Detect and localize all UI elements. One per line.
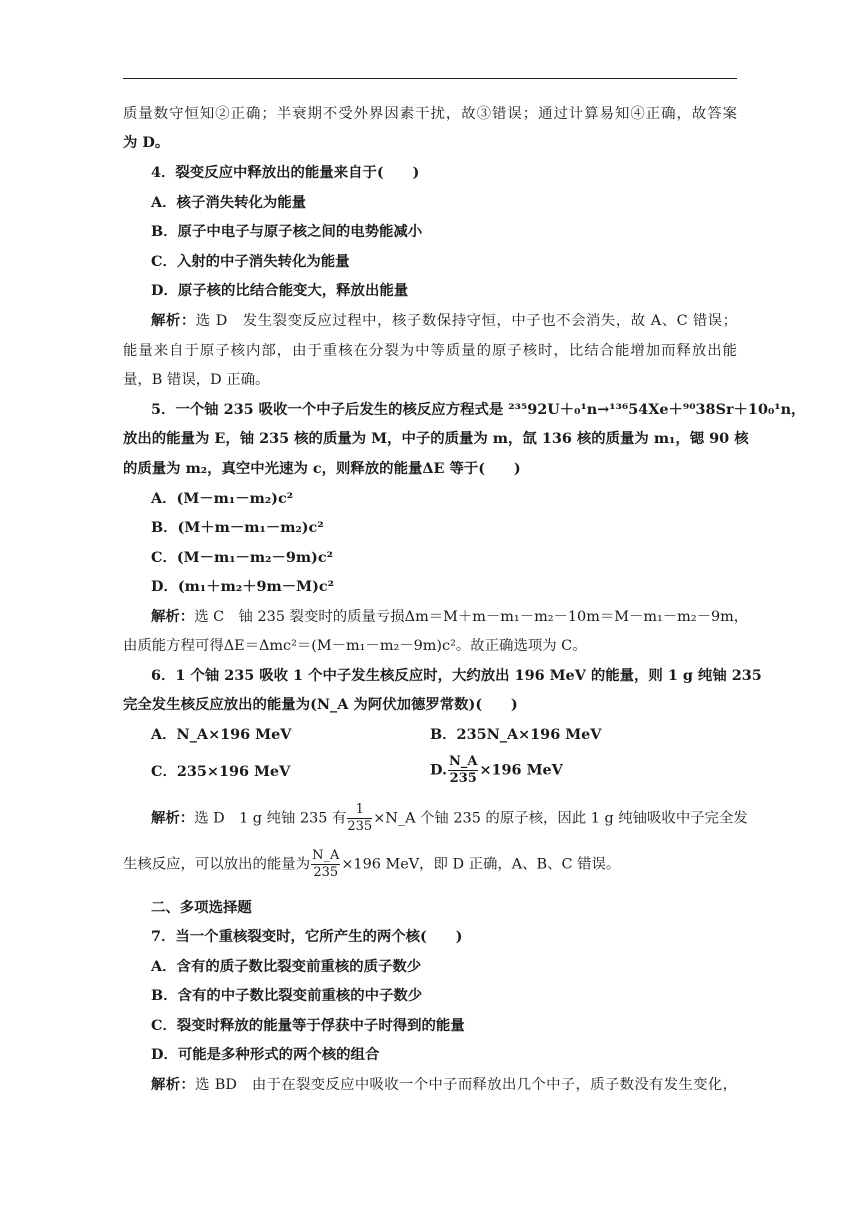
question-6-option-c: C．235×196 MeV: [151, 763, 291, 780]
explanation-text: 选 C 铀 235 裂变时的质量亏损Δm＝M＋m－m₁－m₂－10m＝M－m₁－m₂－9m，: [194, 609, 749, 625]
question-7-stem: 7．当一个重核裂变时，它所产生的两个核( ): [151, 928, 463, 945]
question-7-option-d: D．可能是多种形式的两个核的组合: [151, 1046, 380, 1063]
question-5-option-b: B．(M＋m－m₁－m₂)c²: [151, 519, 324, 536]
fraction-denominator: 235: [347, 819, 373, 834]
text-line: 完全发生核反应放出的能量为(N_A 为阿伏加德罗常数)( ): [123, 696, 518, 713]
explanation-label: 解析：: [151, 809, 195, 827]
question-6-option-b: B．235N_A×196 MeV: [430, 726, 602, 743]
question-6-stem: 6．1 个铀 235 吸收 1 个中子发生核反应时，大约放出 196 MeV 的能量，则 1 g 纯铀 235: [151, 667, 762, 684]
question-4-option-b: B．原子中电子与原子核之间的电势能减小: [151, 223, 423, 240]
explanation-text: 选 D 发生裂变反应过程中，核子数保持守恒，中子也不会消失，故 A、C 错误；: [195, 313, 737, 329]
fraction-denominator: 235: [449, 771, 477, 786]
explanation-label: 解析：: [151, 608, 195, 625]
fraction-denominator: 235: [313, 865, 339, 880]
text-line: 量，B 错误，D 正确。: [123, 372, 270, 388]
question-7-explanation: [151, 1075, 737, 1095]
question-6-explanation: 解析：选 D 1 g 纯铀 235 有 $\frac{1}{235}$ ×N_A 个铀 235 的原子核，因此 1 g 纯铀吸收中子完全发: [151, 802, 748, 834]
question-5-stem: 5．一个铀 235 吸收一个中子后发生的核反应方程式是 ²³⁵92U＋₀¹n→¹³⁶54Xe＋⁹⁰38Sr＋10₀¹n，: [151, 401, 806, 418]
text-line: 生核反应，可以放出的能量为 $\frac{N\_A}{235}$ ×196 MeV，即 D 正确，A、B、C 错误。: [123, 848, 621, 880]
text-line: 为 D。: [123, 134, 170, 151]
question-6-option-d: D. $\frac{N\_A}{235}$ ×196 MeV: [430, 754, 563, 786]
question-5-explanation: [151, 607, 771, 627]
explanation-label: 解析：: [151, 1076, 196, 1093]
text-line: 的质量为 m₂，真空中光速为 c，则释放的能量ΔE 等于( ): [123, 460, 521, 477]
question-5-option-c: C．(M－m₁－m₂－9m)c²: [151, 549, 333, 566]
text-line: 能量来自于原子核内部，由于重核在分裂为中等质量的原子核时，比结合能增加而释放出能: [123, 343, 737, 359]
question-5-option-a: A．(M－m₁－m₂)c²: [151, 490, 294, 507]
question-7-option-b: B．含有的中子数比裂变前重核的中子数少: [151, 987, 423, 1004]
explanation-label: 解析：: [151, 312, 196, 329]
question-4-stem: 4．裂变反应中释放出的能量来自于( ): [151, 164, 420, 181]
question-4-option-c: C．入射的中子消失转化为能量: [151, 253, 350, 270]
question-5-option-d: D．(m₁＋m₂＋9m－M)c²: [151, 578, 334, 595]
fraction-numerator: N_A: [448, 754, 478, 769]
question-6-options-row-1: [151, 725, 721, 745]
question-4-explanation: [151, 311, 737, 331]
question-4-option-a: A．核子消失转化为能量: [151, 194, 307, 211]
section-heading: 二、多项选择题: [151, 899, 252, 916]
text-line: 由质能方程可得ΔE＝Δmc²＝(M－m₁－m₂－9m)c²。故正确选项为 C。: [123, 638, 587, 654]
question-4-option-d: D．原子核的比结合能变大，释放出能量: [151, 282, 409, 299]
explanation-text: 选 BD 由于在裂变反应中吸收一个中子而释放出几个中子，质子数没有发生变化，: [195, 1077, 737, 1093]
question-6-option-a: A．N_A×196 MeV: [151, 726, 292, 743]
fraction-numerator: N_A: [312, 848, 340, 863]
text-line: 质量数守恒知②正确；半衰期不受外界因素干扰，故③错误；通过计算易知④正确，故答案: [123, 106, 737, 122]
header-rule: [123, 78, 737, 79]
question-7-option-a: A．含有的质子数比裂变前重核的质子数少: [151, 958, 422, 975]
fraction-numerator: 1: [347, 802, 372, 819]
text-line: 放出的能量为 E，铀 235 核的质量为 M，中子的质量为 m，氙 136 核的质量为 m₁，锶 90 核: [123, 430, 749, 447]
question-7-option-c: C．裂变时释放的能量等于俘获中子时得到的能量: [151, 1017, 465, 1034]
question-6-options-row-2: [151, 754, 721, 794]
